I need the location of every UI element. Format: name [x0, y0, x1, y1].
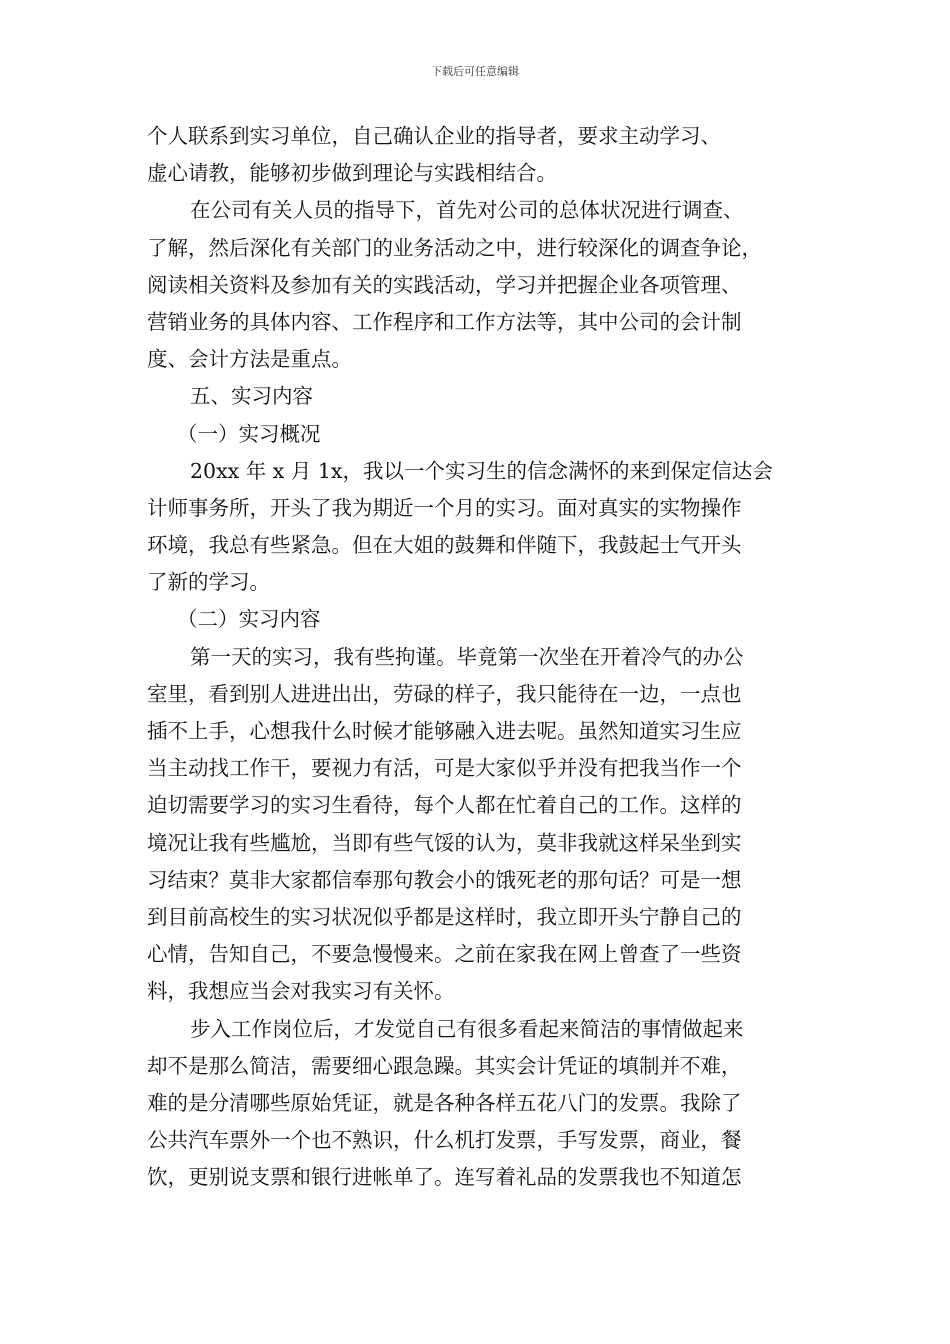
text-line: 境况让我有些尴尬，当即有些气馁的认为，莫非我就这样呆坐到实 — [147, 830, 742, 855]
text-line: 室里，看到别人进进出出，劳碌的样子，我只能待在一边，一点也 — [147, 681, 742, 706]
text-line: 了新的学习。 — [147, 570, 270, 595]
text-line: 当主动找工作干，要视力有活，可是大家似乎并没有把我当作一个 — [147, 756, 742, 781]
text-line: 20xx 年 x 月 1x，我以一个实习生的信念满怀的来到保定信达会 — [190, 458, 773, 483]
document-body — [147, 118, 807, 1196]
text-line: 环境，我总有些紧急。但在大姐的鼓舞和伴随下，我鼓起士气开头 — [147, 533, 742, 558]
text-line: 第一天的实习，我有些拘谨。毕竟第一次坐在开着冷气的办公 — [190, 644, 744, 669]
text-line: 饮，更别说支票和银行进帐单了。连写着礼品的发票我也不知道怎 — [147, 1165, 742, 1190]
text-line: 计师事务所，开头了我为期近一个月的实习。面对真实的实物操作 — [147, 495, 742, 520]
text-line: 迫切需要学习的实习生看待，每个人都在忙着自己的工作。这样的 — [147, 793, 742, 818]
text-line: 难的是分清哪些原始凭证，就是各种各样五花八门的发票。我除了 — [147, 1090, 742, 1115]
text-line: 料，我想应当会对我实习有关怀。 — [147, 979, 455, 1004]
text-line: 习结束？莫非大家都信奉那句教会小的饿死老的那句话？可是一想 — [147, 867, 742, 892]
text-line: 在公司有关人员的指导下，首先对公司的总体状况进行调查、 — [190, 198, 744, 223]
section-heading: 五、实习内容 — [190, 384, 313, 409]
text-line: 虚心请教，能够初步做到理论与实践相结合。 — [147, 161, 557, 186]
text-line: 到目前高校生的实习状况似乎都是这样时，我立即开头宁静自己的 — [147, 904, 742, 929]
text-line: 公共汽车票外一个也不熟识，什么机打发票，手写发票，商业，餐 — [147, 1128, 742, 1153]
text-line: 阅读相关资料及参加有关的实践活动，学习并把握企业各项管理、 — [147, 272, 742, 297]
text-line: 度、会计方法是重点。 — [147, 347, 352, 372]
text-line: 营销业务的具体内容、工作程序和工作方法等，其中公司的会计制 — [147, 309, 742, 334]
subsection-heading: （二）实习内容 — [177, 607, 321, 632]
text-line: 插不上手，心想我什么时候才能够融入进去呢。虽然知道实习生应 — [147, 719, 742, 743]
text-line: 却不是那么简洁，需要细心跟急躁。其实会计凭证的填制并不难， — [147, 1053, 742, 1078]
page-header: 下载后可任意编辑 — [431, 65, 519, 78]
text-line: 个人联系到实习单位，自己确认企业的指导者，要求主动学习、 — [147, 124, 721, 148]
text-line: 了解，然后深化有关部门的业务活动之中，进行较深化的调查争论， — [147, 235, 762, 260]
text-line: 步入工作岗位后，才发觉自己有很多看起来简洁的事情做起来 — [190, 1016, 744, 1041]
subsection-heading: （一）实习概况 — [177, 421, 321, 446]
text-line: 心情，告知自己，不要急慢慢来。之前在家我在网上曾查了一些资 — [147, 942, 742, 967]
